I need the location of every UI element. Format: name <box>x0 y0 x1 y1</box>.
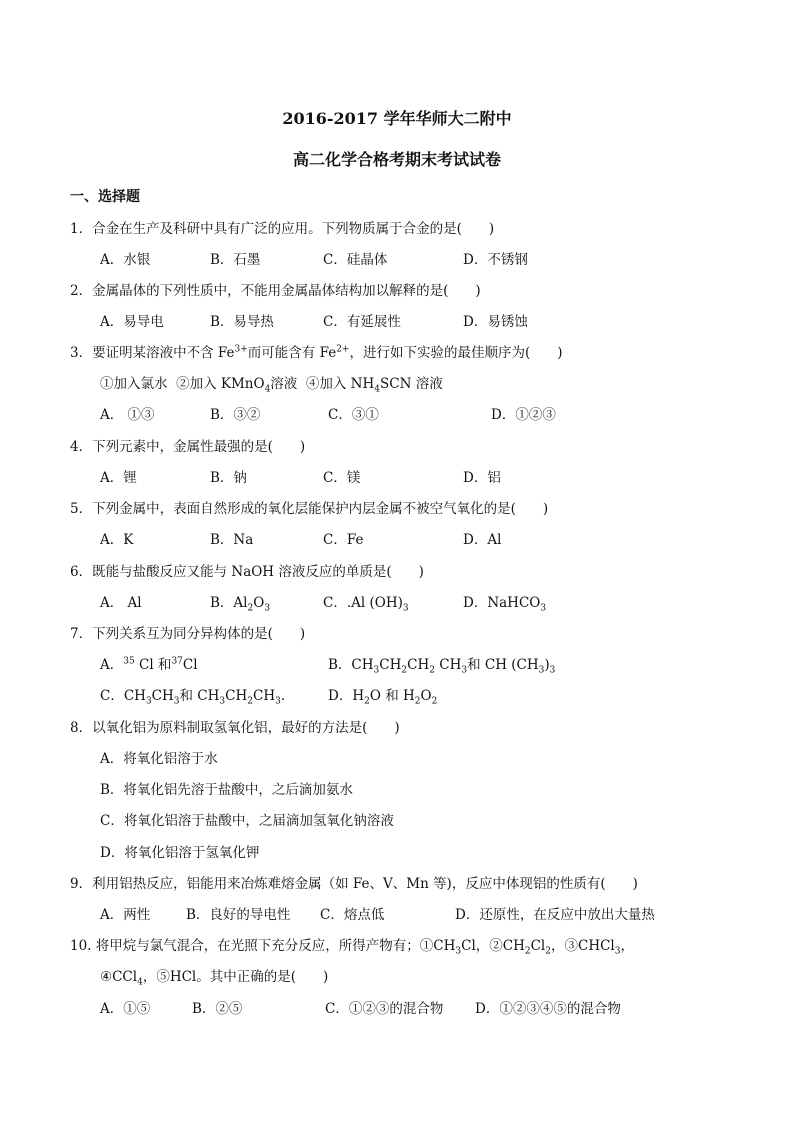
q2-option-a: A．易导电 <box>100 314 164 330</box>
q10-l2-t1: ④CCl <box>100 969 138 985</box>
q7-option-c <box>100 684 285 707</box>
q3-fe3-charge: 3+ <box>234 344 248 355</box>
q7-c-t4: CH <box>225 688 248 704</box>
q6-b-sub2: 3 <box>264 603 271 614</box>
q4-option-d: D．铝 <box>463 470 501 486</box>
q7-c-s1: 3 <box>145 696 152 707</box>
q5-option-c: C．Fe <box>323 532 364 548</box>
q3-option-c: C．③① <box>328 407 379 423</box>
q10-l2-t2: ，⑤HCl。其中正确的是( ) <box>142 969 329 985</box>
q2-option-d: D．易锈蚀 <box>463 314 528 330</box>
question-5-stem: 5．下列金属中，表面自然形成的氧化层能保护内层金属不被空气氧化的是( ) <box>70 501 549 517</box>
question-4-stem: 4．下列元素中，金属性最强的是( ) <box>70 439 306 455</box>
q8-option-c: C．将氧化铝溶于盐酸中，之届滴加氢氧化钠溶液 <box>100 813 394 829</box>
q7-c-s3: 3 <box>219 696 226 707</box>
question-3-stem <box>70 341 563 361</box>
q5-option-a: A．K <box>100 532 134 548</box>
q10-t5: ， <box>620 938 634 954</box>
q10-l2-s1: 4 <box>137 977 143 988</box>
exam-title-school: 2016-2017 学年华师大二附中 <box>282 109 512 128</box>
q2-option-b: B．易导热 <box>210 314 274 330</box>
q7-c-s5: 3 <box>275 696 281 707</box>
q7-b-s2: 2 <box>401 665 408 676</box>
q9-option-c: C．熔点低 <box>320 907 385 923</box>
question-6-stem: 6．既能与盐酸反应又能与 NaOH 溶液反应的单质是( ) <box>70 564 424 580</box>
q7-option-b <box>328 653 555 676</box>
q3-option-b: B．③② <box>210 407 261 423</box>
q10-s1: 3 <box>455 946 462 957</box>
q3-step-3-post: SCN 溶液 <box>380 376 443 392</box>
q3-option-d: D．①②③ <box>491 407 556 423</box>
q6-option-a: A． Al <box>100 595 142 611</box>
q7-a-post: Cl <box>182 657 198 673</box>
q6-b-mid: O <box>253 595 265 611</box>
q4-option-a: A．锂 <box>100 470 137 486</box>
q7-b-t5: 和 CH (CH <box>467 657 539 673</box>
q9-option-d: D．还原性，在反应中放出大量热 <box>455 907 655 923</box>
q7-c-t1: C．CH <box>100 688 146 704</box>
q7-b-s3: 2 <box>429 665 435 676</box>
q3-steps <box>100 372 443 395</box>
q6-c-pre: C．.Al (OH) <box>323 595 403 611</box>
q1-option-a: A．水银 <box>100 252 151 268</box>
q3-stem-post: ，进行如下实验的最佳顺序为( ) <box>349 345 563 361</box>
q3-option-a: A． ①③ <box>100 407 155 423</box>
q7-d-t1: D．H <box>328 688 365 704</box>
q7-c-t5: CH <box>253 688 276 704</box>
q7-a-mid: Cl 和 <box>134 657 172 673</box>
q3-step-2-pre: ②加入 KMnO <box>176 376 265 392</box>
q8-option-b: B．将氧化铝先溶于盐酸中，之后滴加氨水 <box>100 782 353 798</box>
q7-d-t2: O 和 H <box>369 688 415 704</box>
q10-option-b: B．②⑤ <box>192 1001 243 1017</box>
q7-a-sup2: 37 <box>171 656 183 667</box>
q8-option-a: A．将氧化铝溶于水 <box>100 751 218 767</box>
q10-t2: Cl，②CH <box>461 938 525 954</box>
question-1-stem: 1．合金在生产及科研中具有广泛的应用。下列物质属于合金的是( ) <box>70 221 495 237</box>
q8-option-d: D．将氧化铝溶于氢氧化钾 <box>100 845 260 861</box>
q7-b-t2: CH <box>379 657 402 673</box>
q7-option-a <box>100 653 198 673</box>
q10-s3: 2 <box>545 946 551 957</box>
q7-d-s1: 2 <box>364 696 370 707</box>
q3-fe2-charge: 2+ <box>336 344 350 355</box>
q10-t1: 10. 将甲烷与氯气混合，在光照下充分反应，所得产物有；①CH <box>70 938 456 954</box>
q4-option-c: C．镁 <box>323 470 361 486</box>
q10-option-a: A．①⑤ <box>100 1001 151 1017</box>
q7-c-s4: 2 <box>247 696 253 707</box>
question-7-stem: 7．下列关系互为同分异构体的是( ) <box>70 626 306 642</box>
q7-b-t3: CH <box>407 657 430 673</box>
question-2-stem: 2．金属晶体的下列性质中，不能用金属晶体结构加以解释的是( ) <box>70 283 481 299</box>
q3-step-2-post: 溶液 <box>270 376 298 392</box>
q7-b-s1: 3 <box>373 665 380 676</box>
q6-option-c <box>323 591 409 614</box>
q6-option-b <box>210 591 270 614</box>
q4-option-b: B．钠 <box>210 470 247 486</box>
q3-step-3-sub: 4 <box>374 384 381 395</box>
q7-c-t3: 和 CH <box>179 688 220 704</box>
q10-s2: 2 <box>524 946 531 957</box>
exam-title-subject: 高二化学合格考期末考试试卷 <box>292 150 501 169</box>
q10-option-c: C．①②③的混合物 <box>325 1001 444 1017</box>
q3-step-1: ①加入氯水 <box>100 376 168 392</box>
q7-b-t6: ) <box>544 657 550 673</box>
question-10-stem-line2 <box>100 965 328 988</box>
q6-option-d <box>463 591 546 614</box>
q6-d-sub1: 3 <box>540 603 547 614</box>
q5-option-d: D．Al <box>463 532 502 548</box>
q7-a-pre: A． <box>100 657 124 673</box>
q1-option-b: B．石墨 <box>210 252 261 268</box>
q7-b-s5: 3 <box>538 665 545 676</box>
q7-option-d <box>328 684 437 707</box>
q10-t4: ，③CHCl <box>550 938 615 954</box>
q6-b-sub1: 2 <box>247 603 254 614</box>
q7-d-t3: O <box>420 688 432 704</box>
question-10-stem <box>70 934 634 957</box>
q3-stem-pre: 3．要证明某溶液中不含 Fe <box>70 345 235 361</box>
q6-d-pre: D．NaHCO <box>463 595 541 611</box>
q7-b-s6: 3 <box>549 665 556 676</box>
q6-c-sub1: 3 <box>402 603 409 614</box>
q3-stem-mid: 而可能含有 Fe <box>247 345 337 361</box>
q7-b-t1: B．CH <box>328 657 374 673</box>
q7-a-sup1: 35 <box>123 656 135 667</box>
q7-b-s4: 3 <box>461 665 468 676</box>
question-9-stem: 9．利用铝热反应，铝能用来冶炼难熔金属（如 Fe、V、Mn 等)，反应中体现铝的性质有( ) <box>70 876 638 892</box>
q10-s4: 3 <box>614 946 621 957</box>
section-heading: 一、选择题 <box>70 189 140 205</box>
q1-option-d: D．不锈钢 <box>463 252 528 268</box>
q2-option-c: C．有延展性 <box>323 314 401 330</box>
q1-option-c: C．硅晶体 <box>323 252 388 268</box>
q3-step-2-sub: 4 <box>264 384 271 395</box>
q10-option-d: D．①②③④⑤的混合物 <box>475 1001 621 1017</box>
q7-c-s2: 3 <box>173 696 180 707</box>
q7-d-s2: 2 <box>414 696 421 707</box>
q6-b-pre: B．Al <box>210 595 248 611</box>
q7-c-t6: . <box>280 688 286 704</box>
q9-option-a: A．两性 <box>100 907 151 923</box>
q7-b-t4: CH <box>434 657 462 673</box>
q7-d-s3: 2 <box>431 696 438 707</box>
q5-option-b: B．Na <box>210 532 254 548</box>
q7-c-t2: CH <box>151 688 174 704</box>
q10-t3: Cl <box>530 938 546 954</box>
q3-step-3-pre: ④加入 NH <box>305 376 375 392</box>
question-8-stem: 8．以氧化铝为原料制取氢氧化铝，最好的方法是( ) <box>70 720 400 736</box>
q9-option-b: B．良好的导电性 <box>186 907 291 923</box>
